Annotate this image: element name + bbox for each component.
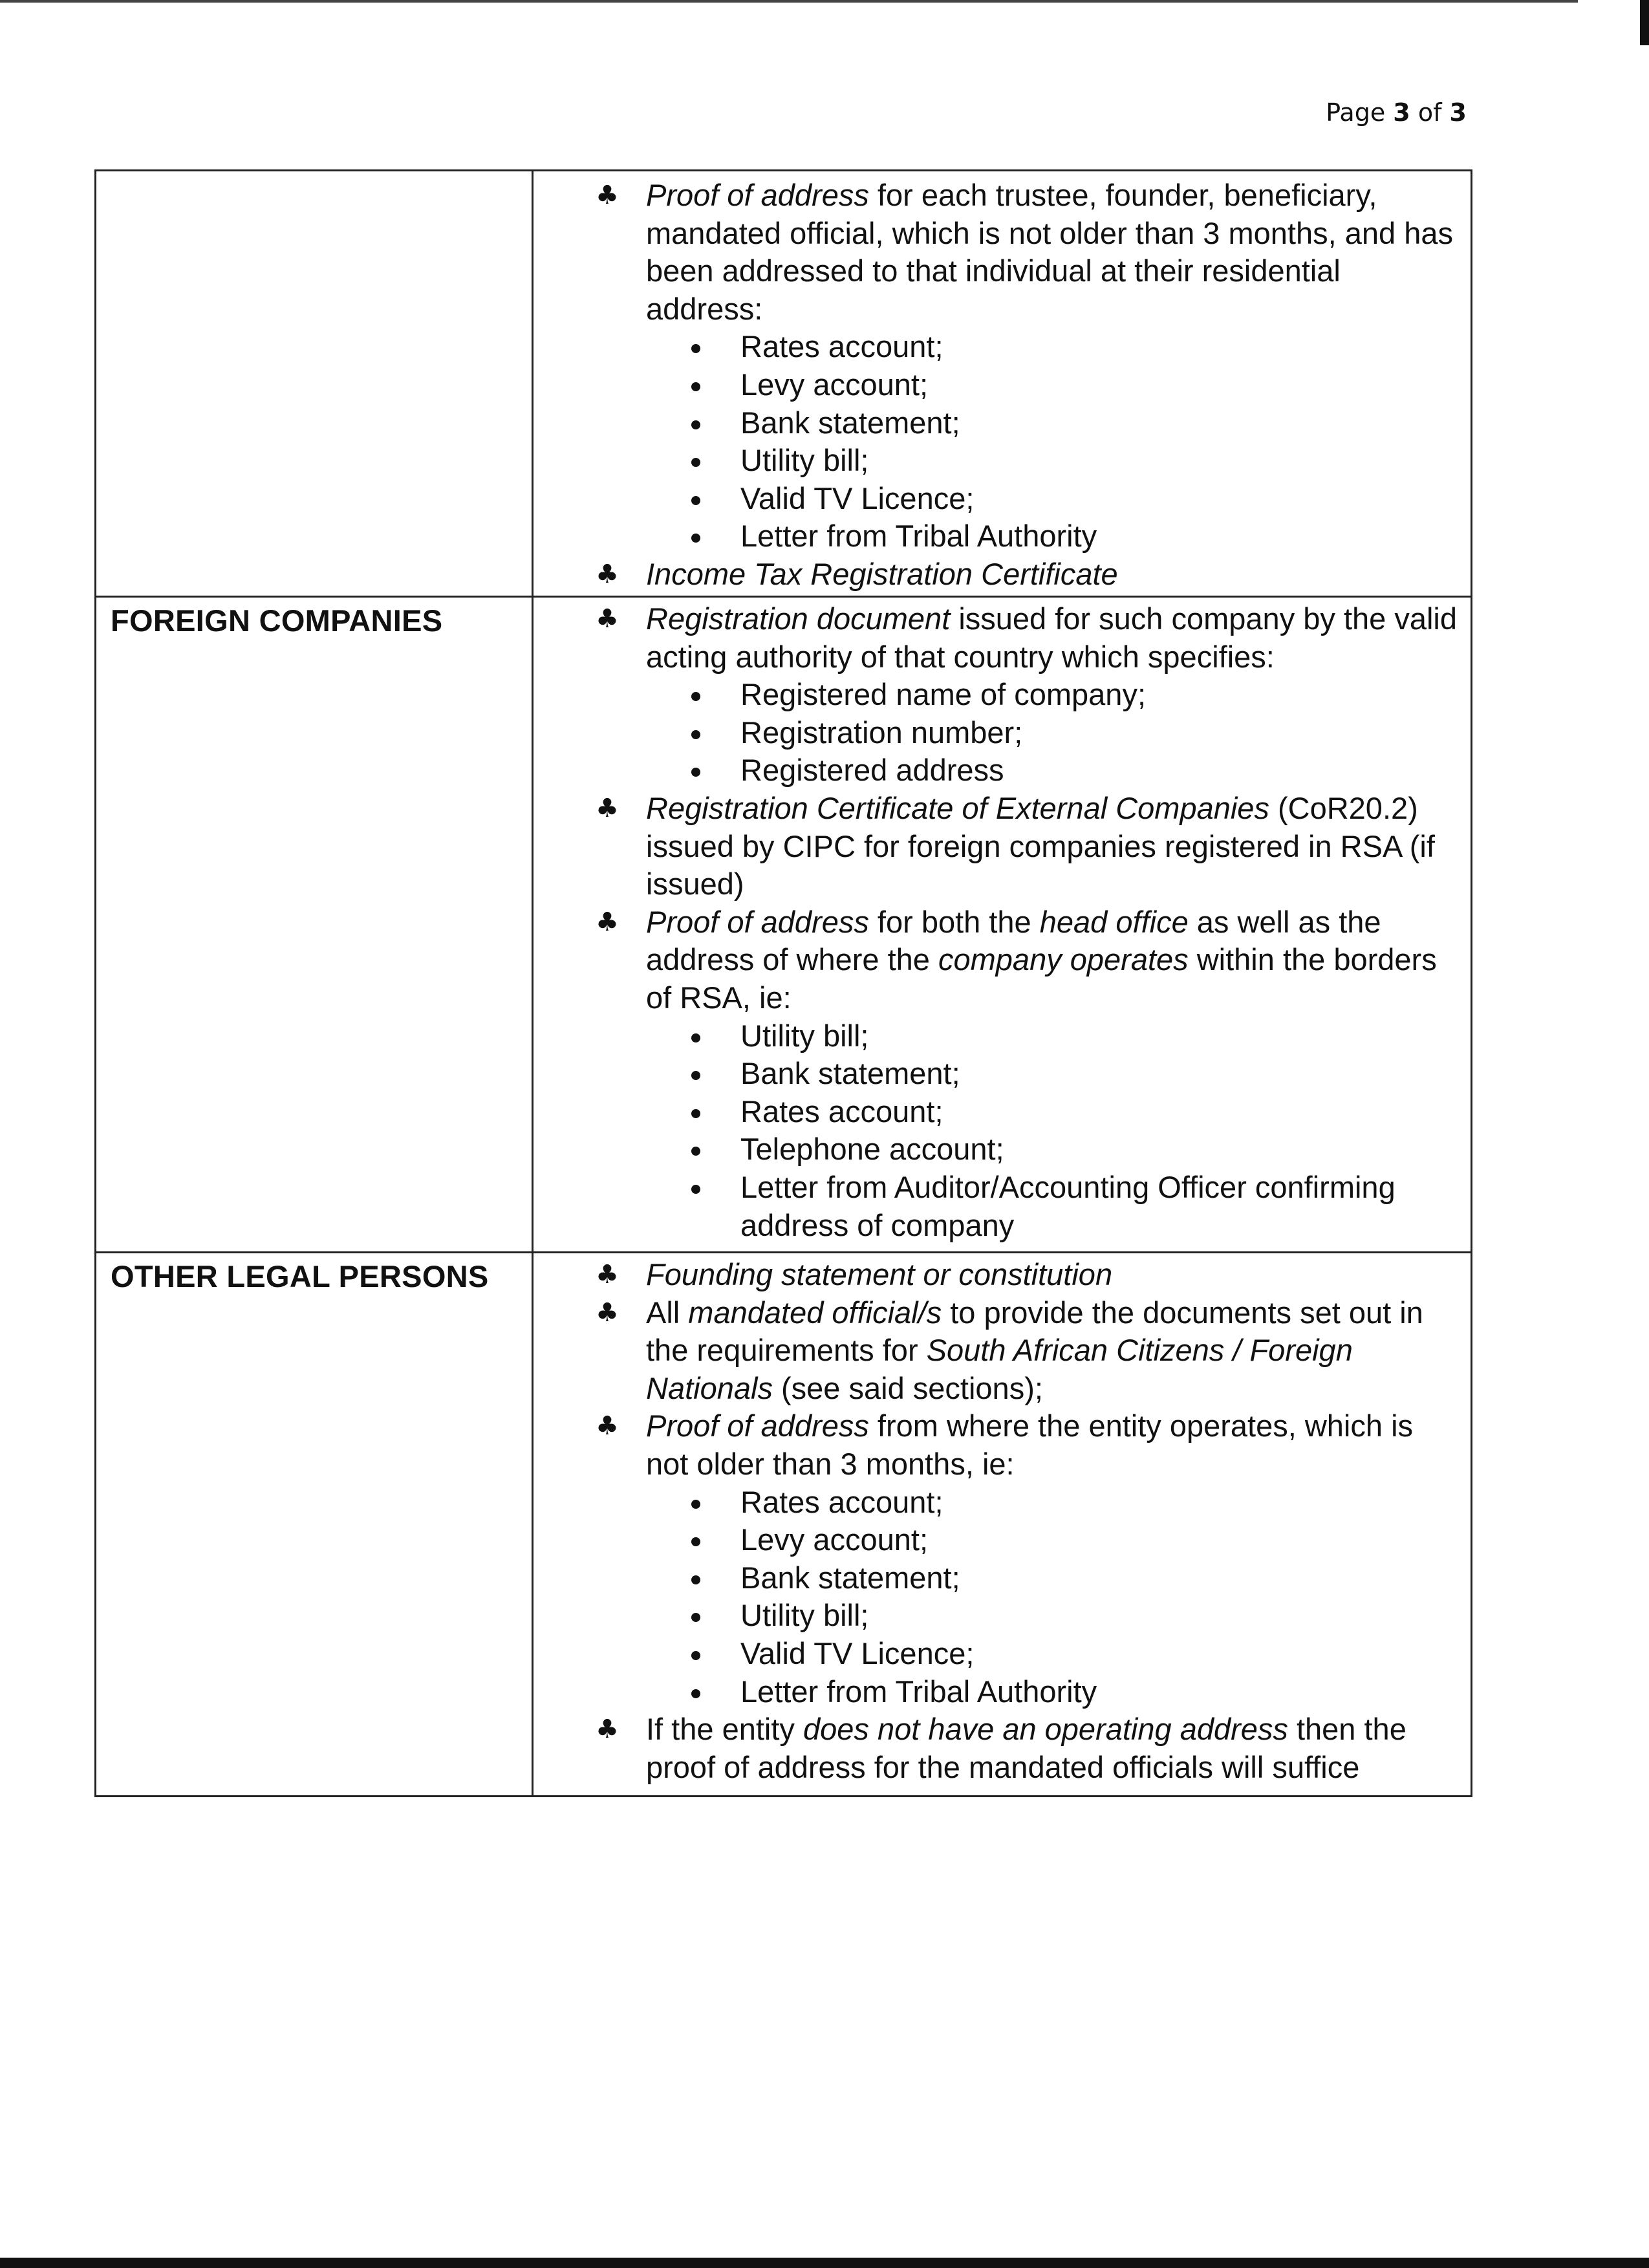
italic-text-segment: Registration document [646, 601, 951, 636]
requirement-item [534, 903, 1471, 1017]
requirements-table [94, 169, 1472, 1797]
round-bullet-icon [691, 1575, 700, 1584]
text-segment: (see said sections); [772, 1370, 1043, 1405]
text-segment: for both the [868, 904, 1040, 939]
italic-text-segment: Proof of address [646, 1409, 869, 1443]
row-label: FOREIGN COMPANIES [111, 603, 443, 638]
text-segment: to provide the documents set out in the requirements for [646, 1295, 1423, 1368]
sub-item-text: Registration number; [740, 715, 1023, 750]
italic-text-segment: mandated official/s [688, 1295, 942, 1330]
text-segment: (CoR20.2) issued by CIPC for foreign companies registered in RSA (if issued) [646, 790, 1435, 902]
club-bullet-icon: ♣ [596, 180, 619, 210]
requirement-text [646, 1712, 1406, 1784]
round-bullet-icon [691, 1109, 700, 1118]
table-row [96, 597, 1472, 1253]
sub-list-item [534, 676, 1471, 714]
requirement-text [646, 1295, 1423, 1405]
club-bullet-icon: ♣ [596, 1714, 619, 1745]
text-segment: for each trustee, founder, beneficiary, mandated official, which is not older than 3 months, and has been addressed to that individual at their residential address: [646, 178, 1454, 326]
table-row [96, 171, 1472, 597]
round-bullet-icon [691, 1651, 700, 1660]
requirement-item [534, 600, 1471, 676]
round-bullet-icon [691, 496, 700, 505]
requirements-table-body [96, 171, 1472, 1797]
sub-list-item [534, 1559, 1471, 1597]
text-segment: from where the entity operates, which is not older than 3 months, ie: [646, 1409, 1414, 1481]
sub-list [534, 1017, 1471, 1245]
row-content [534, 598, 1471, 1244]
club-bullet-icon: ♣ [596, 604, 619, 634]
sub-item-text: Letter from Auditor/Accounting Officer confirming address of company [740, 1169, 1396, 1242]
round-bullet-icon [691, 1185, 700, 1194]
scan-edge-bottom [0, 2258, 1649, 2268]
sub-list-item [534, 404, 1471, 442]
row-label: OTHER LEGAL PERSONS [111, 1259, 489, 1293]
round-bullet-icon [691, 768, 700, 777]
club-bullet-icon: ♣ [596, 1260, 619, 1290]
text-segment: All [646, 1295, 689, 1330]
requirement-text [646, 1409, 1413, 1481]
sub-item-text: Utility bill; [740, 443, 869, 478]
page-current: 3 [1393, 98, 1410, 127]
requirement-text [646, 601, 1457, 674]
requirement-item [534, 556, 1471, 594]
requirement-text [646, 557, 1118, 591]
row-label-cell [96, 171, 533, 597]
round-bullet-icon [691, 1071, 700, 1080]
requirement-text [646, 1257, 1112, 1291]
italic-text-segment: Proof of address [646, 904, 869, 939]
sub-list-item [534, 1484, 1471, 1522]
page-total: 3 [1449, 98, 1467, 127]
sub-list-item [534, 1055, 1471, 1093]
sub-list-item [534, 1597, 1471, 1635]
sub-list-item [534, 1673, 1471, 1711]
row-content [534, 1253, 1471, 1786]
sub-list-item [534, 751, 1471, 790]
round-bullet-icon [691, 1613, 700, 1622]
italic-text-segment: does not have an operating address [803, 1712, 1288, 1747]
club-bullet-icon: ♣ [596, 1297, 619, 1328]
sub-item-text: Letter from Tribal Authority [740, 519, 1097, 554]
sub-item-text: Bank statement; [740, 405, 960, 440]
text-segment: within the borders of RSA, ie: [646, 942, 1437, 1015]
sub-list-item [534, 366, 1471, 404]
sub-list-item [534, 328, 1471, 366]
sub-item-text: Rates account; [740, 329, 943, 364]
sub-list [534, 1484, 1471, 1711]
sub-item-text: Utility bill; [740, 1598, 869, 1633]
text-segment: issued for such company by the valid acting authority of that country which specifies: [646, 601, 1458, 674]
row-content [534, 171, 1471, 594]
requirement-item [534, 1256, 1471, 1294]
row-content-cell [533, 1253, 1472, 1797]
round-bullet-icon [691, 692, 700, 701]
sub-item-text: Registered name of company; [740, 677, 1146, 712]
italic-text-segment: South African Citizens / Foreign Nationals [646, 1333, 1353, 1405]
row-content-cell [533, 171, 1472, 597]
requirement-item [534, 177, 1471, 328]
page-of-word: of [1410, 98, 1450, 127]
sub-list [534, 328, 1471, 556]
sub-list-item [534, 517, 1471, 556]
round-bullet-icon [691, 458, 700, 467]
sub-list-item [534, 1169, 1471, 1244]
row-content-cell [533, 597, 1472, 1253]
italic-text-segment: Proof of address [646, 178, 869, 212]
round-bullet-icon [691, 344, 700, 353]
club-bullet-icon: ♣ [596, 793, 619, 823]
sub-item-text: Letter from Tribal Authority [740, 1674, 1097, 1709]
requirement-item [534, 1711, 1471, 1786]
sub-item-text: Bank statement; [740, 1056, 960, 1091]
sub-item-text: Rates account; [740, 1094, 943, 1129]
italic-text-segment: Income Tax Registration Certificate [646, 556, 1118, 591]
sub-list-item [534, 714, 1471, 752]
requirement-item [534, 1294, 1471, 1408]
round-bullet-icon [691, 1537, 700, 1546]
club-bullet-icon: ♣ [596, 1411, 619, 1442]
round-bullet-icon [691, 420, 700, 429]
sub-item-text: Bank statement; [740, 1560, 960, 1595]
table-row [96, 1253, 1472, 1797]
page-number [1326, 98, 1467, 127]
row-label-cell [96, 1253, 533, 1797]
sub-list-item [534, 1521, 1471, 1559]
italic-text-segment: company operates [938, 942, 1189, 977]
text-segment: then the proof of address for the mandated officials will suffice [646, 1712, 1406, 1784]
italic-text-segment: head office [1039, 904, 1189, 939]
sub-item-text: Levy account; [740, 1522, 929, 1557]
row-label-cell [96, 597, 533, 1253]
round-bullet-icon [691, 382, 700, 391]
sub-item-text: Utility bill; [740, 1018, 869, 1053]
sub-item-text: Registered address [740, 753, 1004, 788]
sub-list-item [534, 442, 1471, 480]
round-bullet-icon [691, 1147, 700, 1156]
italic-text-segment: Founding statement or constitution [646, 1257, 1113, 1291]
row-label [96, 171, 532, 175]
scan-edge-right [1640, 0, 1649, 45]
sub-item-text: Telephone account; [740, 1132, 1004, 1167]
sub-list-item [534, 1093, 1471, 1131]
round-bullet-icon [691, 1033, 700, 1042]
page-label-prefix: Page [1326, 98, 1394, 127]
round-bullet-icon [691, 1500, 700, 1509]
round-bullet-icon [691, 1689, 700, 1698]
club-bullet-icon: ♣ [596, 559, 619, 589]
round-bullet-icon [691, 730, 700, 739]
requirement-item [534, 790, 1471, 903]
sub-item-text: Valid TV Licence; [740, 1636, 975, 1670]
scan-edge-top [0, 0, 1578, 3]
requirement-item [534, 1407, 1471, 1483]
text-segment: as well as the address of where the [646, 904, 1381, 977]
sub-list-item [534, 1635, 1471, 1673]
requirement-text [646, 791, 1435, 901]
round-bullet-icon [691, 534, 700, 543]
italic-text-segment: Registration Certificate of External Companies [646, 790, 1269, 825]
sub-list-item [534, 1017, 1471, 1055]
sub-list-item [534, 480, 1471, 518]
sub-list [534, 676, 1471, 790]
sub-item-text: Valid TV Licence; [740, 481, 975, 515]
requirement-text [646, 905, 1437, 1015]
text-segment: If the entity [646, 1712, 803, 1747]
sub-item-text: Levy account; [740, 367, 929, 402]
requirement-text [646, 178, 1453, 326]
sub-list-item [534, 1130, 1471, 1169]
club-bullet-icon: ♣ [596, 907, 619, 937]
sub-item-text: Rates account; [740, 1484, 943, 1519]
